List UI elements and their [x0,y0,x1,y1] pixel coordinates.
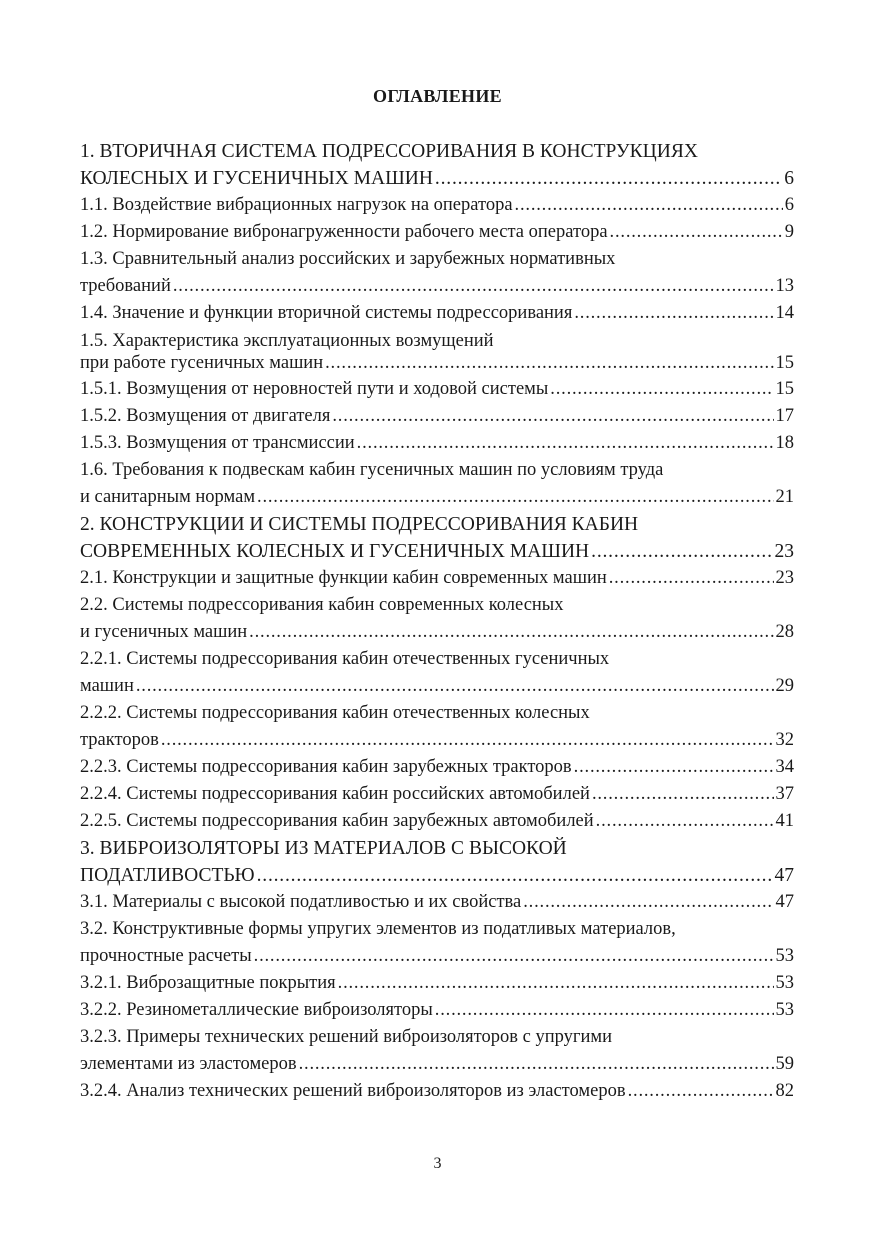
toc-entry[interactable] [80,219,794,246]
dot-leader [523,889,773,916]
toc-entry-text: СОВРЕМЕННЫХ КОЛЕСНЫХ И ГУСЕНИЧНЫХ МАШИН [80,541,590,562]
toc-page-number: 23 [775,568,794,588]
toc-entry-text: 2.2.5. Системы подрессоривания кабин зарубежных автомобилей [80,811,594,831]
toc-entry-text: 1.6. Требования к подвескам кабин гусеничных машин по условиям труда [80,460,664,480]
toc-entry-text: и гусеничных машин [80,622,248,642]
toc-entry-text: ПОДАТЛИВОСТЬЮ [80,865,255,886]
dot-leader [628,1078,774,1105]
toc-entry[interactable] [80,430,794,457]
dot-leader [332,403,773,430]
table-of-contents [80,138,794,1105]
toc-entry[interactable] [80,997,794,1024]
toc-page-number: 21 [775,487,794,507]
dot-leader [591,538,772,565]
page-title: ОГЛАВЛЕНИЕ [373,86,502,106]
toc-page-number: 34 [775,757,794,777]
toc-entry-text: 3.2.1. Виброзащитные покрытия [80,973,336,993]
toc-entry-text: 1.5.2. Возмущения от двигателя [80,406,331,426]
toc-page-number: 47 [775,892,794,912]
toc-entry-text: и санитарным нормам [80,487,256,507]
toc-entry[interactable] [80,781,794,808]
toc-page-number: 23 [774,541,794,562]
dot-leader [254,943,774,970]
toc-page-number: 32 [775,730,794,750]
dot-leader [338,970,774,997]
dot-leader [136,673,774,700]
toc-entry-text: 2. КОНСТРУКЦИИ И СИСТЕМЫ ПОДРЕССОРИВАНИЯ КАБИН [80,514,639,535]
dot-leader [299,1051,774,1078]
toc-page-number: 6 [784,195,794,215]
toc-page-number: 28 [775,622,794,642]
toc-entry-text: 1. ВТОРИЧНАЯ СИСТЕМА ПОДРЕССОРИВАНИЯ В КОНСТРУКЦИЯХ [80,141,698,162]
dot-leader [610,219,783,246]
dot-leader [173,273,774,300]
toc-page-number: 14 [775,303,794,323]
toc-page-number: 53 [775,1000,794,1020]
toc-entry[interactable] [80,970,794,997]
toc-page-number: 59 [775,1054,794,1074]
toc-entry-text: КОЛЕСНЫХ И ГУСЕНИЧНЫХ МАШИН [80,168,433,189]
toc-entry-chapter-1[interactable] [80,138,794,192]
dot-leader [257,862,773,889]
toc-entry-text: 1.5.1. Возмущения от неровностей пути и ходовой системы [80,379,549,399]
toc-entry-chapter-2[interactable] [80,511,794,565]
toc-entry[interactable] [80,889,794,916]
dot-leader [596,808,774,835]
toc-entry[interactable] [80,700,794,754]
toc-entry-text: 3.1. Материалы с высокой податливостью и их свойства [80,892,522,912]
dot-leader [592,781,774,808]
toc-entry[interactable] [80,592,794,646]
toc-entry[interactable] [80,754,794,781]
toc-entry-text: 1.5. Характеристика эксплуатационных возмущений [80,331,494,351]
toc-entry-text: тракторов [80,730,159,750]
toc-page-number: 17 [775,406,794,426]
toc-entry[interactable] [80,1024,794,1078]
dot-leader [249,619,773,646]
toc-entry[interactable] [80,403,794,430]
toc-entry-text: 2.2.2. Системы подрессоривания кабин отечественных колесных [80,703,590,723]
toc-entry[interactable] [80,376,794,403]
dot-leader [325,352,773,374]
toc-entry-text: 3.2.3. Примеры технических решений виброизоляторов с упругими [80,1027,612,1047]
toc-page-number: 15 [775,379,794,399]
dot-leader [435,997,774,1024]
toc-entry-chapter-3[interactable] [80,835,794,889]
toc-entry-text: при работе гусеничных машин [80,353,324,373]
toc-entry-text: 3.2.4. Анализ технических решений виброизоляторов из эластомеров [80,1081,626,1101]
toc-page-number: 18 [775,433,794,453]
toc-entry[interactable] [80,1078,794,1105]
toc-entry-text: 1.5.3. Возмущения от трансмиссии [80,433,355,453]
toc-entry-text: элементами из эластомеров [80,1054,297,1074]
toc-entry[interactable] [80,330,794,374]
toc-entry-text: 1.2. Нормирование вибронагруженности рабочего места оператора [80,222,608,242]
toc-entry[interactable] [80,300,794,327]
toc-page-number: 53 [775,973,794,993]
toc-entry-text: 1.4. Значение и функции вторичной системы подрессоривания [80,303,573,323]
toc-entry-text: 1.3. Сравнительный анализ российских и зарубежных нормативных [80,249,616,269]
toc-page-number: 37 [775,784,794,804]
toc-entry-text: 2.2.3. Системы подрессоривания кабин зарубежных тракторов [80,757,572,777]
toc-page-number: 15 [775,353,794,373]
toc-entry-text: 2.1. Конструкции и защитные функции кабин современных машин [80,568,607,588]
toc-entry[interactable] [80,246,794,300]
toc-entry-text: требований [80,276,171,296]
toc-entry-text: 3.2.2. Резинометаллические виброизоляторы [80,1000,433,1020]
toc-entry-text: 1.1. Воздействие вибрационных нагрузок на оператора [80,195,513,215]
toc-entry[interactable] [80,192,794,219]
toc-entry-text: машин [80,676,134,696]
toc-page-number: 13 [775,276,794,296]
toc-page-number: 6 [784,168,794,189]
dot-leader [435,165,782,192]
toc-entry[interactable] [80,565,794,592]
dot-leader [257,484,773,511]
toc-entry[interactable] [80,916,794,970]
toc-page-number: 47 [774,865,794,886]
dot-leader [574,754,774,781]
toc-entry[interactable] [80,457,794,511]
dot-leader [574,300,773,327]
toc-page-number: 9 [784,222,794,242]
dot-leader [609,565,774,592]
toc-entry-text: 3. ВИБРОИЗОЛЯТОРЫ ИЗ МАТЕРИАЛОВ С ВЫСОКОЙ [80,838,567,859]
toc-entry[interactable] [80,646,794,700]
toc-page-number: 41 [775,811,794,831]
page-number: 3 [433,1155,442,1172]
toc-entry[interactable] [80,808,794,835]
dot-leader [357,430,774,457]
toc-entry-text: 2.2.1. Системы подрессоривания кабин отечественных гусеничных [80,649,610,669]
toc-page-number: 82 [775,1081,794,1101]
toc-entry-text: 2.2. Системы подрессоривания кабин современных колесных [80,595,564,615]
toc-page-number: 53 [775,946,794,966]
toc-page-number: 29 [775,676,794,696]
dot-leader [515,192,783,219]
dot-leader [550,376,773,403]
toc-entry-text: 2.2.4. Системы подрессоривания кабин российских автомобилей [80,784,590,804]
toc-entry-text: 3.2. Конструктивные формы упругих элементов из податливых материалов, [80,919,676,939]
dot-leader [161,727,774,754]
toc-entry-text: прочностные расчеты [80,946,252,966]
